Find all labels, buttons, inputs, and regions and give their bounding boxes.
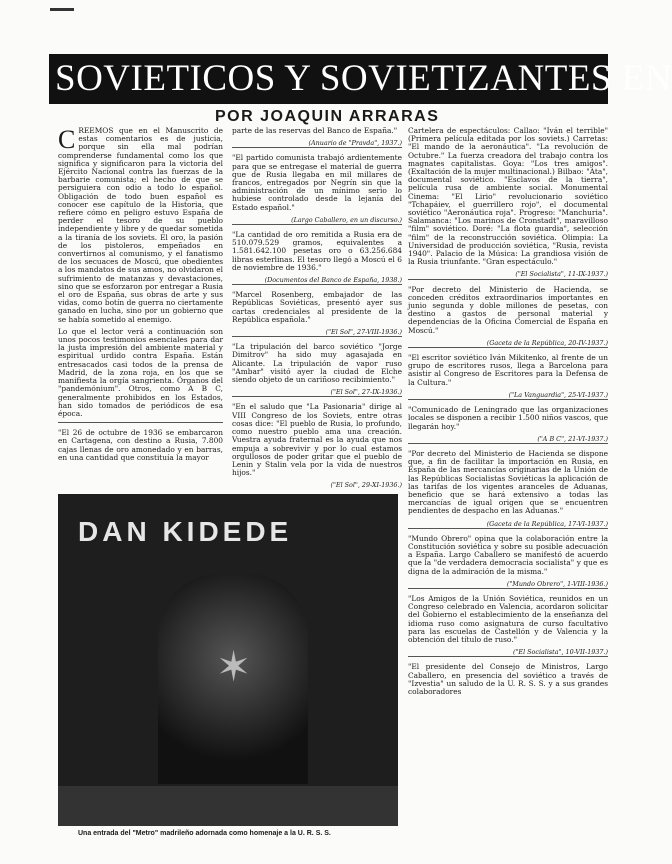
quote-item: "El presidente del Consejo de Ministros, Largo Caballero, en presencia del soviético a través de "Izvestia" un saludo de la U. R. S. S. y a sus grandes colaboradores (408, 656, 608, 696)
photo-caption: Una entrada del "Metro" madrileño adornada como homenaje a la U. R. S. S. (78, 830, 331, 837)
quote-item: "El partido comunista trabajó ardientemente para que se entregase el material de guerra que de Rusia llegaba en mil millares de francos, entregados por Negrín sin que la administración de un mínimo serio lo hubiese controlado desde la lejanía del Estado español." (232, 147, 402, 211)
page-corner-mark (50, 8, 74, 11)
photo-illuminated-sign: DAN KIDEDE (78, 516, 293, 547)
quote-gold-shipment: "El 26 de octubre de 1936 se embarcaron en Cartagena, con destino a Rusia, 7.800 cajas llenas de oro amonedado y en barras, en una cantidad que constituía la mayor (58, 422, 223, 462)
quote-source: (Largo Caballero, en un discurso.) (291, 215, 402, 224)
quote-source: ("El Socialista", 10-VII-1937.) (512, 648, 608, 657)
quote-source: ("El Sol", 29-XI-1936.) (330, 481, 402, 490)
article-column-2 (232, 127, 402, 490)
article-column-1 (58, 127, 223, 466)
intro-text: REEMOS que en el Manuscrito de estas comentarios es de justicia, porque sin ella mal podrían comprenderse fundamental como los que significa y significaron para la victoria del Ejército Nacional contra las fuerzas de la barbarie comunista; el hecho de que se persiguiera con odio a todo lo español. Obligación de todo buen español es conocer ese capítulo de la Historia, que refiere cómo en peligro estuvo España de perder el tesoro de su pueblo independiente y libre y de quedar sometida a la tiranía de los soviets. El oro, la pasión de los pistoleros, empeñados en convertirnos al comunismo, y el fanatismo de los secuaces de Moscú, que obedientes a los mandatos de sus amos, no olvidaron el sufrimiento de matanzas y devastaciones, sino que se esforzaron por entregar a Rusia el oro de España, sus obras de arte y sus vidas, como botín de guerra no ciertamente ganado en lucha, sino por un gobierno que se había sometido al enemigo. (58, 126, 223, 324)
quote-item: "En el saludo que "La Pasionaria" dirige al VIII Congreso de los Soviets, entre otras cosas dice: "El pueblo de Rusia, lo profundo, como nuestro pueblo ama una creación. Vuestra ayuda fraternal es la ayuda que nos empuja a sobrevivir y por lo cual estamos orgullosos de poder gritar que el pueblo de Lenin y Stalin vela por la vida de nuestros hijos." (232, 396, 402, 477)
metro-entrance-photo (58, 494, 398, 826)
quote-item: "El escritor soviético Iván Mikitenko, al frente de un grupo de escritores rusos, llega a Barcelona para asistir al Congreso de Escritores para la Defensa de la Cultura." (408, 347, 608, 387)
quote-item: "Por decreto del Ministerio de Hacienda, se conceden créditos extraordinarios importantes en junio segunda y doble millones de pesetas, con destino a gastos de personal material y dependencias de la Oficina Comercial de España en Moscú." (408, 279, 608, 335)
intro-paragraph (58, 127, 223, 324)
quote-source: ("El Socialista", 11-IX-1937.) (515, 270, 608, 279)
quote-source: ("Mundo Obrero", 1-VIII-1936.) (506, 579, 608, 588)
byline: POR JOAQUIN ARRARAS (215, 108, 440, 125)
quote-source: ("A B C", 21-VI-1937.) (537, 434, 608, 443)
quote-item: "La cantidad de oro remitida a Rusia era de 510.079.529 gramos, equivalentes a 1.581.642.100 pesetas oro o 63.256.684 libras esterlinas. El tesoro llegó a Moscú el 6 de noviembre de 1936." (232, 224, 402, 272)
drop-cap: C (58, 125, 76, 154)
star-emblem-icon: ✶ (216, 642, 252, 691)
quote-source: (Documentos del Banco de España, 1938.) (264, 276, 402, 285)
quote-source: ("El Sol", 27-IX-1936.) (330, 388, 402, 397)
cinema-listings: Cartelera de espectáculos: Callao: "Iván el terrible" (Primera película editada por los soviets.) Carretas: "El mando de la aeronáutica". "La revolución de Octubre." La fuerza creadora del trabajo contra los magnates capitalistas. Goya: "Los tres amigos". (Exaltación de la mujer multinacional.) Bilbao: "Ata", documental soviético. "Esclavos de la tierra", película rusa de ambiente social. Monumental Cinema: "El Lirio" revolucionario soviético "Tchapáiev, el guerrillero rojo", el documental soviético "Aeronáutica roja". Progreso: "Manchuria". Salamanca: "Los marinos de Cronstadt", maravilloso "film" soviético. Doré: "La flota guardia", selección "film" de la reconstrucción soviética. Olimpia: La Universidad de producción soviética, "Rusia, revista 1940". Palacio de la Música: La grandiosa visión de la Rusia triunfante. "Gran espectáculo." (408, 126, 608, 267)
quote-item: "Por decreto del Ministerio de Hacienda se dispone que, a fin de facilitar la importación en Rusia, en España de las mercancías originarias de la Unión de las Repúblicas Socialistas Soviéticas la aplicación de las tarifas de los vigentes aranceles de Aduanas, beneficio que se hará extensivo a todas las mercancías de igual origen que se encuentren pendientes de despacho en las Aduanas." (408, 443, 608, 516)
quote-source: ("El Sol", 27-VIII-1936.) (325, 328, 402, 337)
quote-item: "Comunicado de Leningrado que las organizaciones locales se disponen a recibir 1.500 niños vascos, que llegarán hoy." (408, 399, 608, 431)
quote-source: (Anuario de "Pravda", 1937.) (308, 139, 402, 148)
quote-item: "La tripulación del barco soviético "Jorge Dimitrov" ha sido muy agasajada en Alicante. La tripulación de vapor ruso "Ambar" visitó ayer la ciudad de Elche siendo objeto de un cariñoso recibimiento." (232, 336, 402, 384)
quote-source: (Gaceta de la República, 20-IV-1937.) (486, 338, 608, 347)
body-paragraph: Lo que el lector verá a continuación son unos pocos testimonios esenciales para dar la justa impresión del ambiente material y espiritual urdido contra España. Están entresacados casi todos de la prensa de Madrid, de la zona roja, en los que se manifiesta la orgía sangrienta. Órganos del "pandemónium". Otros, como A B C, generalmente prohibidos en los Estados, han sido tomados de periódicos de esa época. (58, 326, 223, 418)
headline: SOVIETICOS Y SOVIETIZANTES EN (55, 58, 672, 99)
quote-item: "Mundo Obrero" opina que la colaboración entre la Constitución soviética y sobre su posible adecuación a España. Largo Caballero se manifestó de acuerdo que la "de verdadera democracia socialista" y que es digna de la admiración de la misma." (408, 528, 608, 576)
quote-item: "Los Amigos de la Unión Soviética, reunidos en un Congreso celebrado en Valencia, acordaron solicitar del Gobierno el establecimiento de la enseñanza del idioma ruso como asignatura de curso facultativo para las escuelas de Castellón y de Valencia y la obtención del título de ruso." (408, 588, 608, 644)
quote-source: ("La Vanguardia", 25-VI-1937.) (508, 390, 608, 399)
headline-banner (49, 54, 672, 104)
quote-source: (Gaceta de la República, 17-VI-1937.) (486, 519, 608, 528)
quote-continuation: parte de las reservas del Banco de España." (232, 126, 398, 135)
article-column-3 (408, 127, 608, 700)
quote-item: "Marcel Rosenberg, embajador de las Repúblicas Soviéticas, presentó ayer sus cartas credenciales al presidente de la República española." (232, 284, 402, 324)
photo-floor (58, 786, 398, 826)
